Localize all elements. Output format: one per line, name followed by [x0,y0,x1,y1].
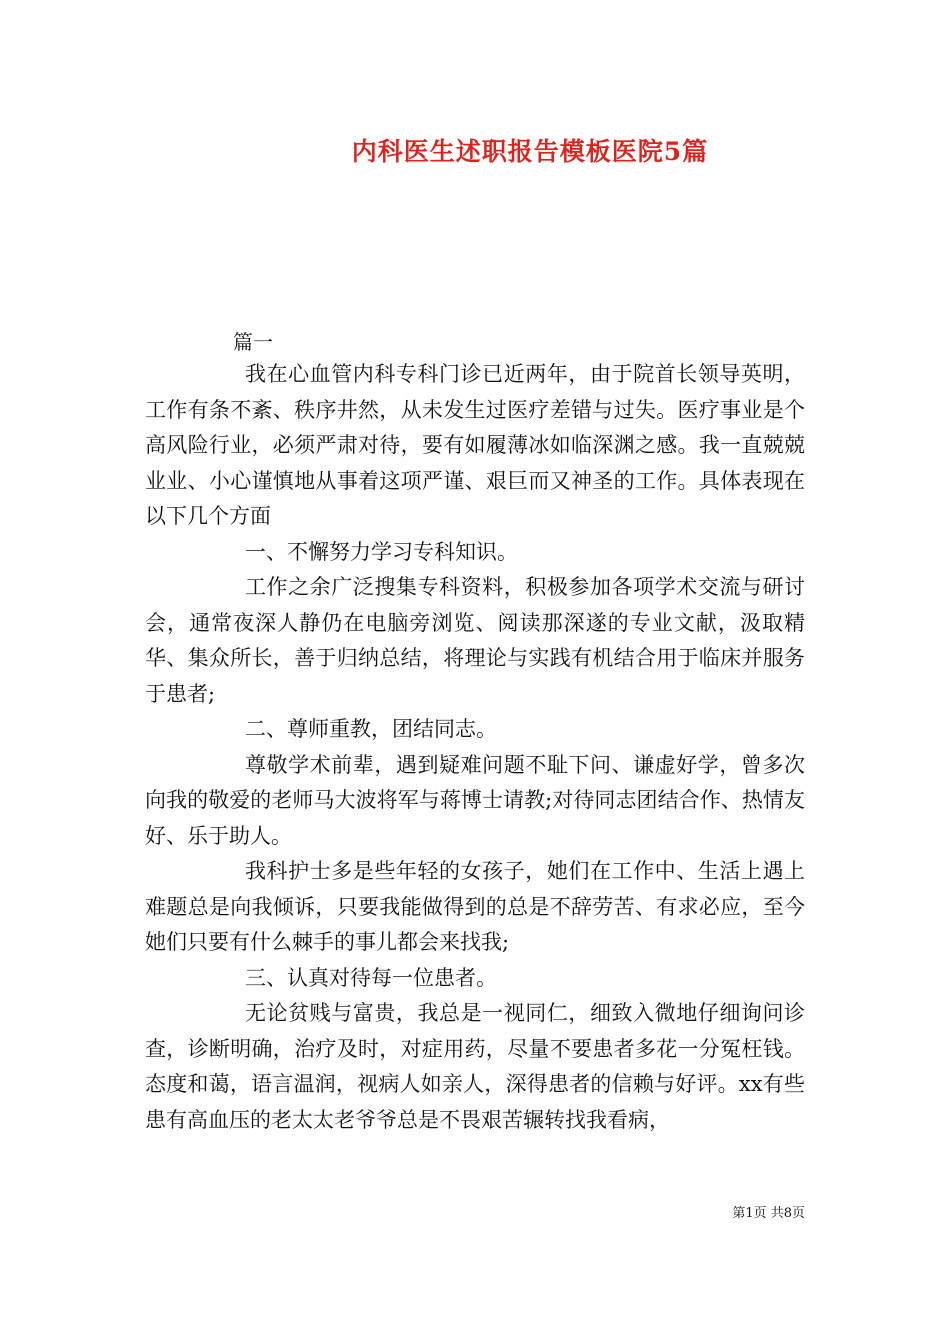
paragraph-2: 一、不懈努力学习专科知识。 [245,539,518,564]
body-text [145,357,805,1138]
paragraph-6: 我科护士多是些年轻的女孩子，她们在工作中、生活上遇上难题总是向我倾诉，只要我能做得到的总是不辞劳苦、有求必应，至今她们只要有什么棘手的事儿都会来找我; [145,859,805,954]
paragraph-4: 二、尊师重教，团结同志。 [245,717,497,741]
paragraph-3: 工作之余广泛搜集专科资料，积极参加各项学术交流与研讨会，通常夜深人静仍在电脑旁浏览、阅读那深遂的专业文献，汲取精华、集众所长，善于归纳总结，将理论与实践有机结合用于临床并服务于患者; [145,575,805,706]
page-number-footer: 第1页 共8页 [732,1206,805,1221]
paragraph-1: 我在心血管内科专科门诊已近两年，由于院首长领导英明，工作有条不紊、秩序井然，从未发生过医疗差错与过失。医疗事业是个高风险行业，必须严肃对待，要有如履薄冰如临深渊之感。我一直兢兢业业、小心谨慎地从事着这项严谨、艰巨而又神圣的工作。具体表现在以下几个方面 [145,362,805,528]
section-label: 篇一 [233,330,273,354]
document-title: 内科医生述职报告模板医院5篇 [351,137,709,166]
paragraph-8: 无论贫贱与富贵，我总是一视同仁，细致入微地仔细询问诊查，诊断明确，治疗及时，对症用药，尽量不要患者多花一分冤枉钱。态度和蔼，语言温润，视病人如亲人，深得患者的信赖与好评。xx有些患有高血压的老太太老爷爷总是不畏艰苦辗转找我看病， [145,1001,805,1132]
paragraph-5: 尊敬学术前辈，遇到疑难问题不耻下问、谦虚好学，曾多次向我的敬爱的老师马大波将军与蒋博士请教;对待同志团结合作、热情友好、乐于助人。 [145,752,805,848]
paragraph-7: 三、认真对待每一位患者。 [245,965,497,990]
